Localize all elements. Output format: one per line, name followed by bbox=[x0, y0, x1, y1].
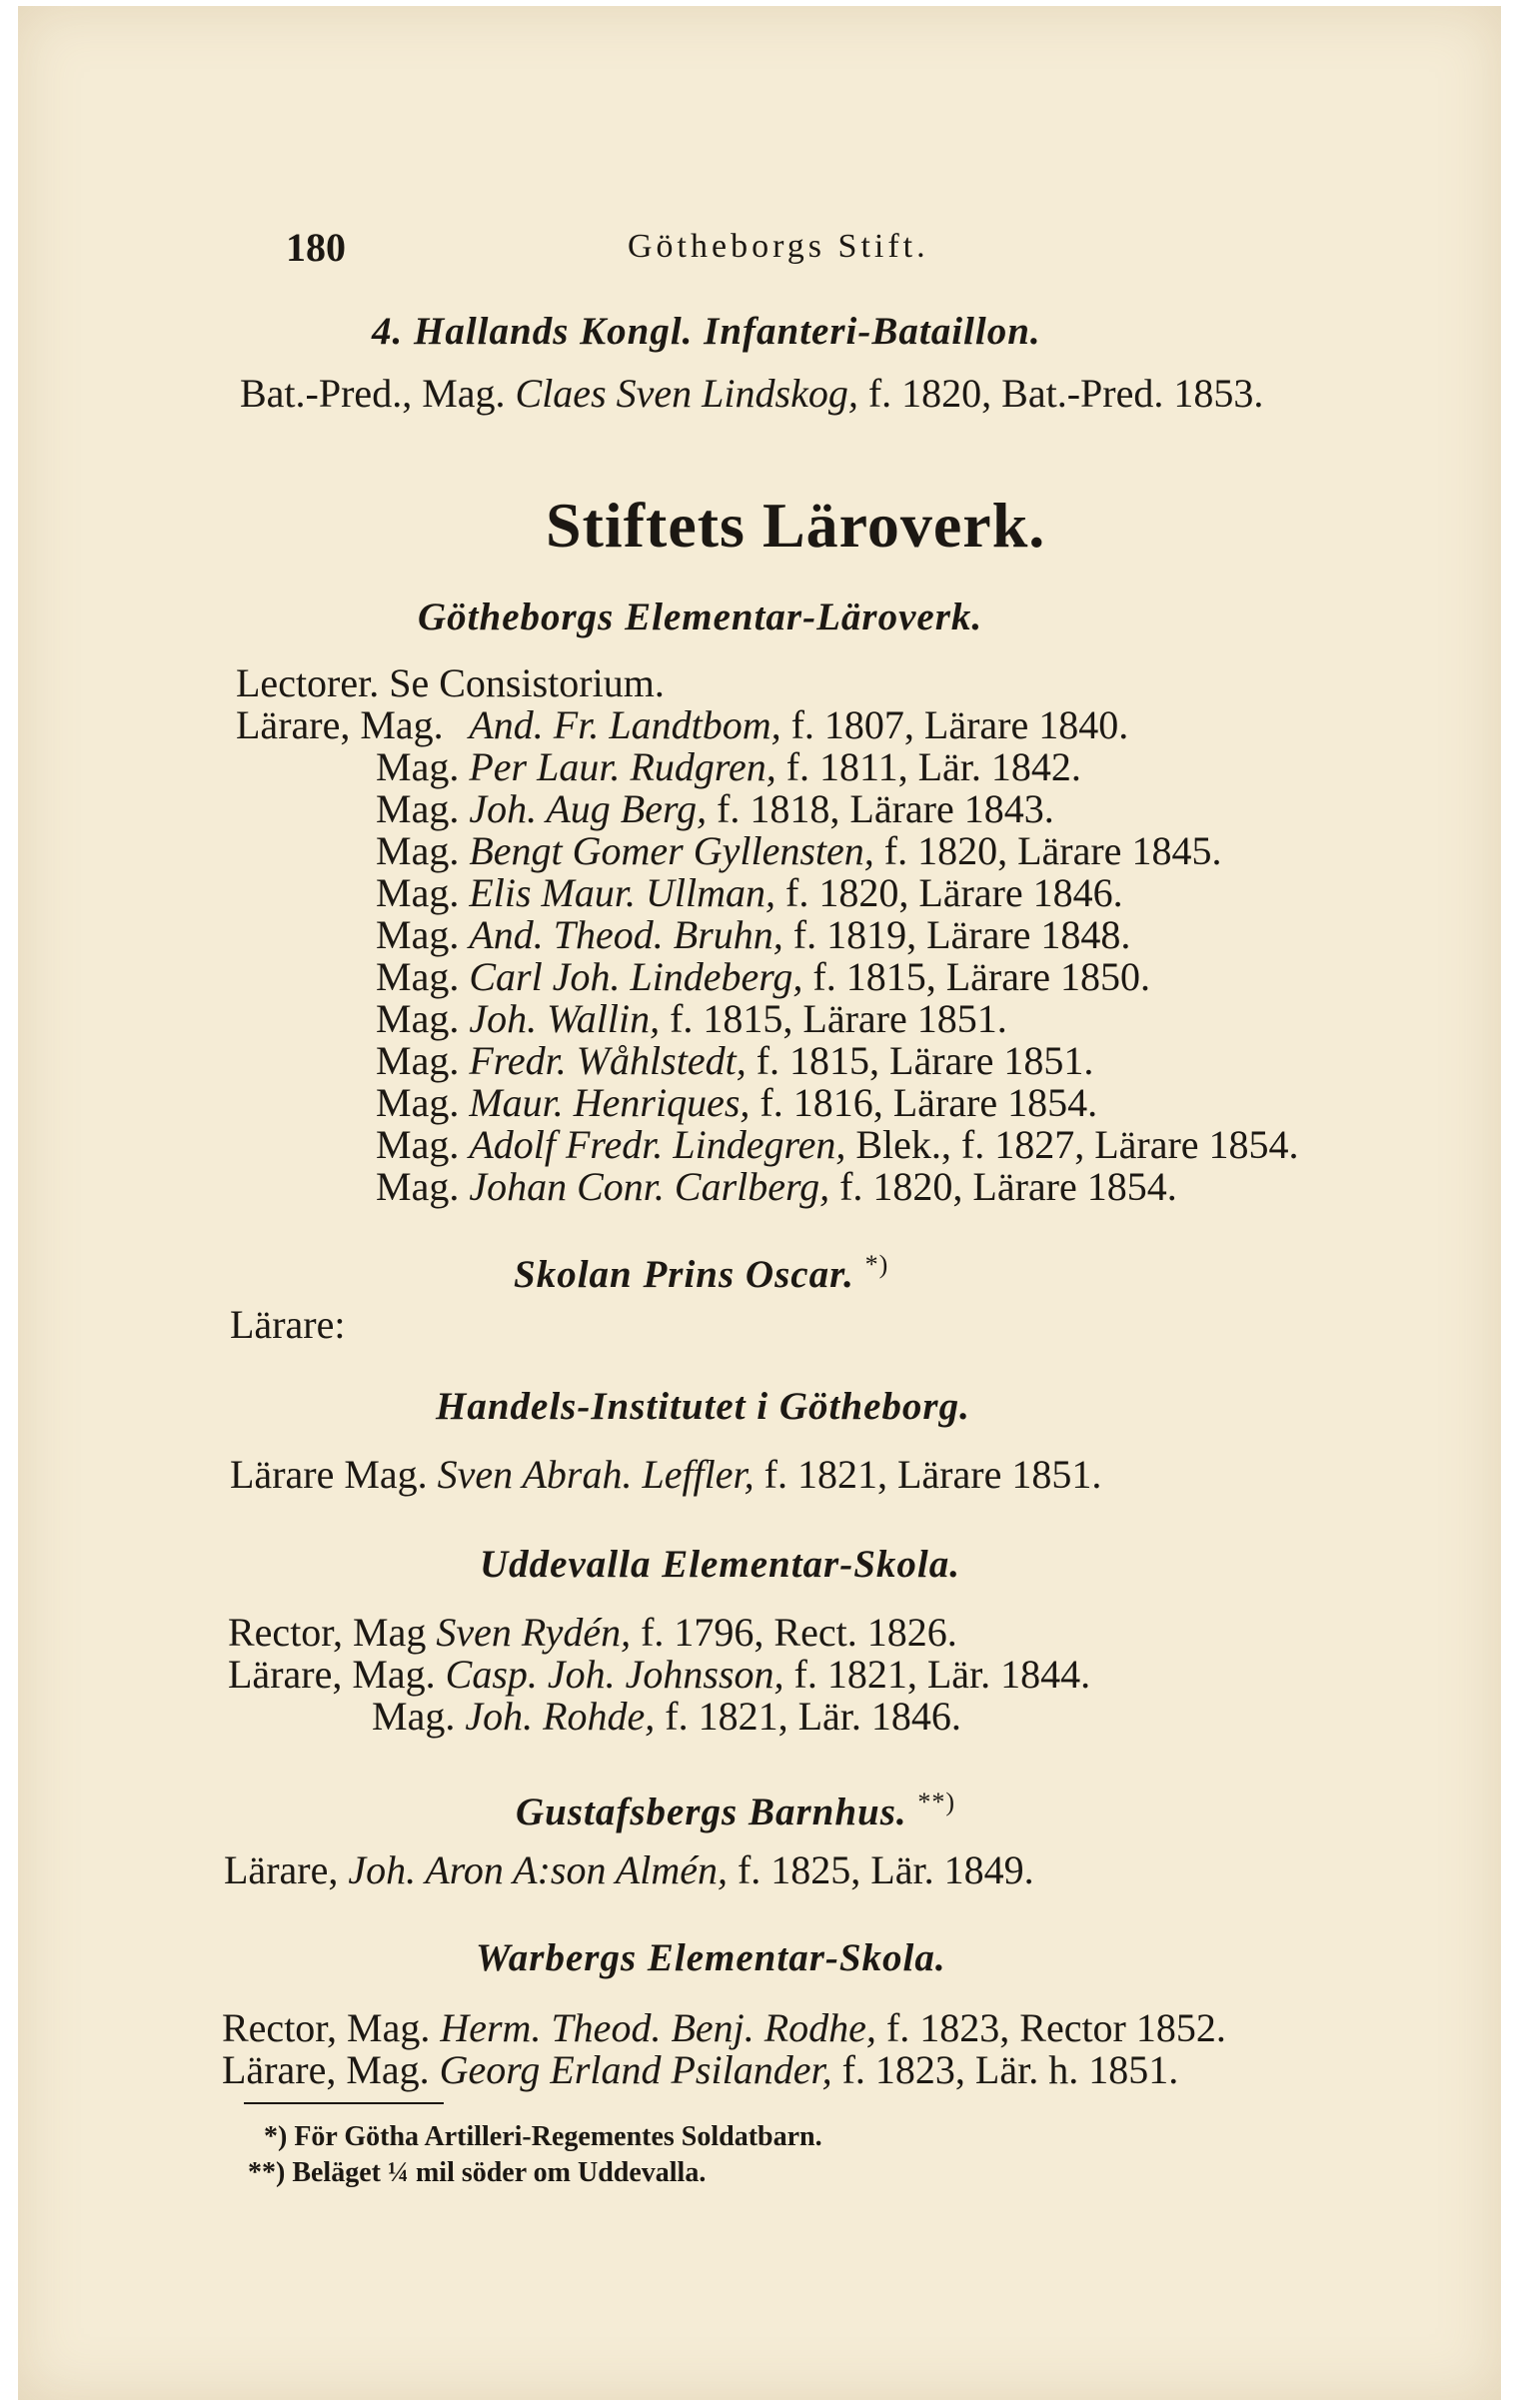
uddevalla-heading: Uddevalla Elementar-Skola. bbox=[480, 1543, 960, 1586]
gustafsberg-title: Gustafsbergs Barnhus. bbox=[516, 1791, 907, 1833]
list-item bbox=[376, 911, 1130, 959]
entry-prefix: Mag. bbox=[376, 786, 460, 831]
page bbox=[18, 6, 1501, 2400]
entry-name: Georg Erland Psilander, bbox=[439, 2047, 832, 2092]
entry-rest: f. 1796, Rect. 1826. bbox=[641, 1610, 957, 1655]
entry-rest: f. 1820, Lärare 1846. bbox=[785, 870, 1123, 915]
entry-name: Adolf Fredr. Lindegren, bbox=[469, 1122, 846, 1167]
entry-name: Per Laur. Rudgren, bbox=[469, 744, 776, 789]
list-item bbox=[376, 827, 1221, 875]
list-item bbox=[376, 701, 1128, 749]
entry-rest: f. 1820, Bat.-Pred. 1853. bbox=[867, 371, 1264, 416]
entry-name: Joh. Aug Berg, bbox=[469, 786, 708, 831]
list-item bbox=[376, 1121, 1299, 1169]
entry-prefix: Lärare, Mag. bbox=[228, 1652, 436, 1697]
entry-rest: f. 1818, Lärare 1843. bbox=[717, 786, 1054, 831]
entry-prefix: Lärare, bbox=[224, 1847, 339, 1892]
footnote-mark: *) bbox=[864, 1250, 889, 1279]
list-item bbox=[376, 1079, 1097, 1127]
list-item bbox=[372, 1693, 961, 1741]
entry-name: Sven Rydén, bbox=[436, 1610, 632, 1655]
entry-prefix: Mag. bbox=[376, 828, 460, 873]
entry-name: Maur. Henriques, bbox=[469, 1080, 751, 1125]
entry-prefix: Mag. bbox=[376, 744, 460, 789]
entry-prefix: Mag. bbox=[376, 1122, 460, 1167]
list-item bbox=[376, 869, 1123, 917]
entry-prefix: Mag. bbox=[376, 912, 460, 957]
entry-name: Joh. Aron A:son Almén, bbox=[348, 1847, 728, 1892]
list-item bbox=[376, 995, 1007, 1043]
entry-name: Sven Abrah. Leffler, bbox=[437, 1452, 755, 1497]
entry-prefix: Rector, Mag. bbox=[222, 2005, 431, 2050]
entry-rest: f. 1825, Lär. 1849. bbox=[737, 1847, 1034, 1892]
entry-rest: f. 1815, Lärare 1851. bbox=[670, 996, 1007, 1041]
section-title: Stiftets Läroverk. bbox=[546, 490, 1046, 561]
entry-prefix: Mag. bbox=[376, 1164, 460, 1209]
warberg-heading: Warbergs Elementar-Skola. bbox=[476, 1936, 946, 1979]
entry-rest: Blek., f. 1827, Lärare 1854. bbox=[855, 1122, 1299, 1167]
entry-prefix: Mag. bbox=[376, 1038, 460, 1083]
gustafsberg-heading bbox=[516, 1779, 955, 1836]
entry-prefix: Lärare Mag. bbox=[230, 1452, 428, 1497]
list-item bbox=[228, 1651, 1090, 1699]
elementar-heading: Götheborgs Elementar-Läroverk. bbox=[418, 596, 983, 638]
entry-rest: f. 1811, Lär. 1842. bbox=[785, 744, 1081, 789]
footnote-rule bbox=[244, 2102, 444, 2104]
list-item bbox=[222, 2046, 1178, 2094]
entry-prefix: Mag. bbox=[372, 1694, 456, 1739]
handels-line bbox=[230, 1451, 1101, 1499]
page-number: 180 bbox=[286, 225, 346, 270]
entry-rest: f. 1821, Lärare 1851. bbox=[763, 1452, 1102, 1497]
entry-rest: f. 1823, Rector 1852. bbox=[885, 2005, 1226, 2050]
footnote: **) Beläget ¼ mil söder om Uddevalla. bbox=[248, 2157, 707, 2188]
entry-rest: f. 1821, Lär. 1846. bbox=[665, 1694, 961, 1739]
list-item bbox=[222, 2004, 1226, 2052]
entry-rest: f. 1820, Lärare 1845. bbox=[883, 828, 1222, 873]
list-item bbox=[376, 785, 1054, 833]
footnote-mark: **) bbox=[917, 1788, 956, 1816]
entry-name: Joh. Wallin, bbox=[469, 996, 661, 1041]
entry-name: Joh. Rohde, bbox=[465, 1694, 656, 1739]
entry-rest: f. 1807, Lärare 1840. bbox=[790, 702, 1129, 747]
lectorer-line: Lectorer. Se Consistorium. bbox=[236, 660, 665, 705]
list-item bbox=[376, 953, 1150, 1001]
entry-name: Johan Conr. Carlberg, bbox=[469, 1164, 830, 1209]
entry-rest: f. 1815, Lärare 1850. bbox=[812, 954, 1151, 999]
hallands-line bbox=[240, 370, 1263, 418]
footnote: *) För Götha Artilleri-Regementes Soldatbarn. bbox=[264, 2121, 822, 2152]
entry-name: Bengt Gomer Gyllensten, bbox=[469, 828, 874, 873]
entry-name: Carl Joh. Lindeberg, bbox=[469, 954, 803, 999]
entry-name: Casp. Joh. Johnsson, bbox=[445, 1652, 784, 1697]
list-item bbox=[228, 1609, 957, 1657]
entry-name: Claes Sven Lindskog, bbox=[515, 371, 858, 416]
entry-prefix: Bat.-Pred., Mag. bbox=[240, 371, 506, 416]
entry-prefix: Mag. bbox=[376, 996, 460, 1041]
entry-prefix: Mag. bbox=[376, 870, 460, 915]
first-prefix: Lärare, Mag. bbox=[236, 702, 444, 747]
entry-rest: f. 1821, Lär. 1844. bbox=[793, 1652, 1091, 1697]
gustafsberg-line bbox=[224, 1846, 1034, 1894]
handels-heading: Handels-Institutet i Götheborg. bbox=[436, 1385, 970, 1428]
list-item bbox=[376, 1163, 1177, 1211]
entry-name: And. Theod. Bruhn, bbox=[469, 912, 783, 957]
entry-prefix: Lärare, Mag. bbox=[222, 2047, 430, 2092]
entry-rest: f. 1823, Lär. h. 1851. bbox=[841, 2047, 1179, 2092]
entry-rest: f. 1816, Lärare 1854. bbox=[760, 1080, 1098, 1125]
prins-oscar-label: Lärare: bbox=[230, 1302, 346, 1347]
entry-rest: f. 1820, Lärare 1854. bbox=[839, 1164, 1177, 1209]
prins-oscar-title: Skolan Prins Oscar. bbox=[514, 1253, 854, 1296]
running-title: Götheborgs Stift. bbox=[628, 228, 929, 265]
entry-name: And. Fr. Landtbom, bbox=[469, 702, 781, 747]
prins-oscar-heading bbox=[514, 1241, 888, 1299]
list-item bbox=[376, 1037, 1093, 1085]
entry-prefix: Mag. bbox=[376, 954, 460, 999]
entry-prefix: Rector, Mag bbox=[228, 1610, 427, 1655]
entry-rest: f. 1819, Lärare 1848. bbox=[792, 912, 1131, 957]
hallands-heading: 4. Hallands Kongl. Infanteri-Bataillon. bbox=[372, 310, 1041, 353]
entry-prefix: Mag. bbox=[376, 1080, 460, 1125]
entry-name: Herm. Theod. Benj. Rodhe, bbox=[440, 2005, 876, 2050]
entry-name: Fredr. Wåhlstedt, bbox=[469, 1038, 747, 1083]
entry-name: Elis Maur. Ullman, bbox=[469, 870, 776, 915]
entry-rest: f. 1815, Lärare 1851. bbox=[756, 1038, 1094, 1083]
list-item bbox=[376, 743, 1081, 791]
